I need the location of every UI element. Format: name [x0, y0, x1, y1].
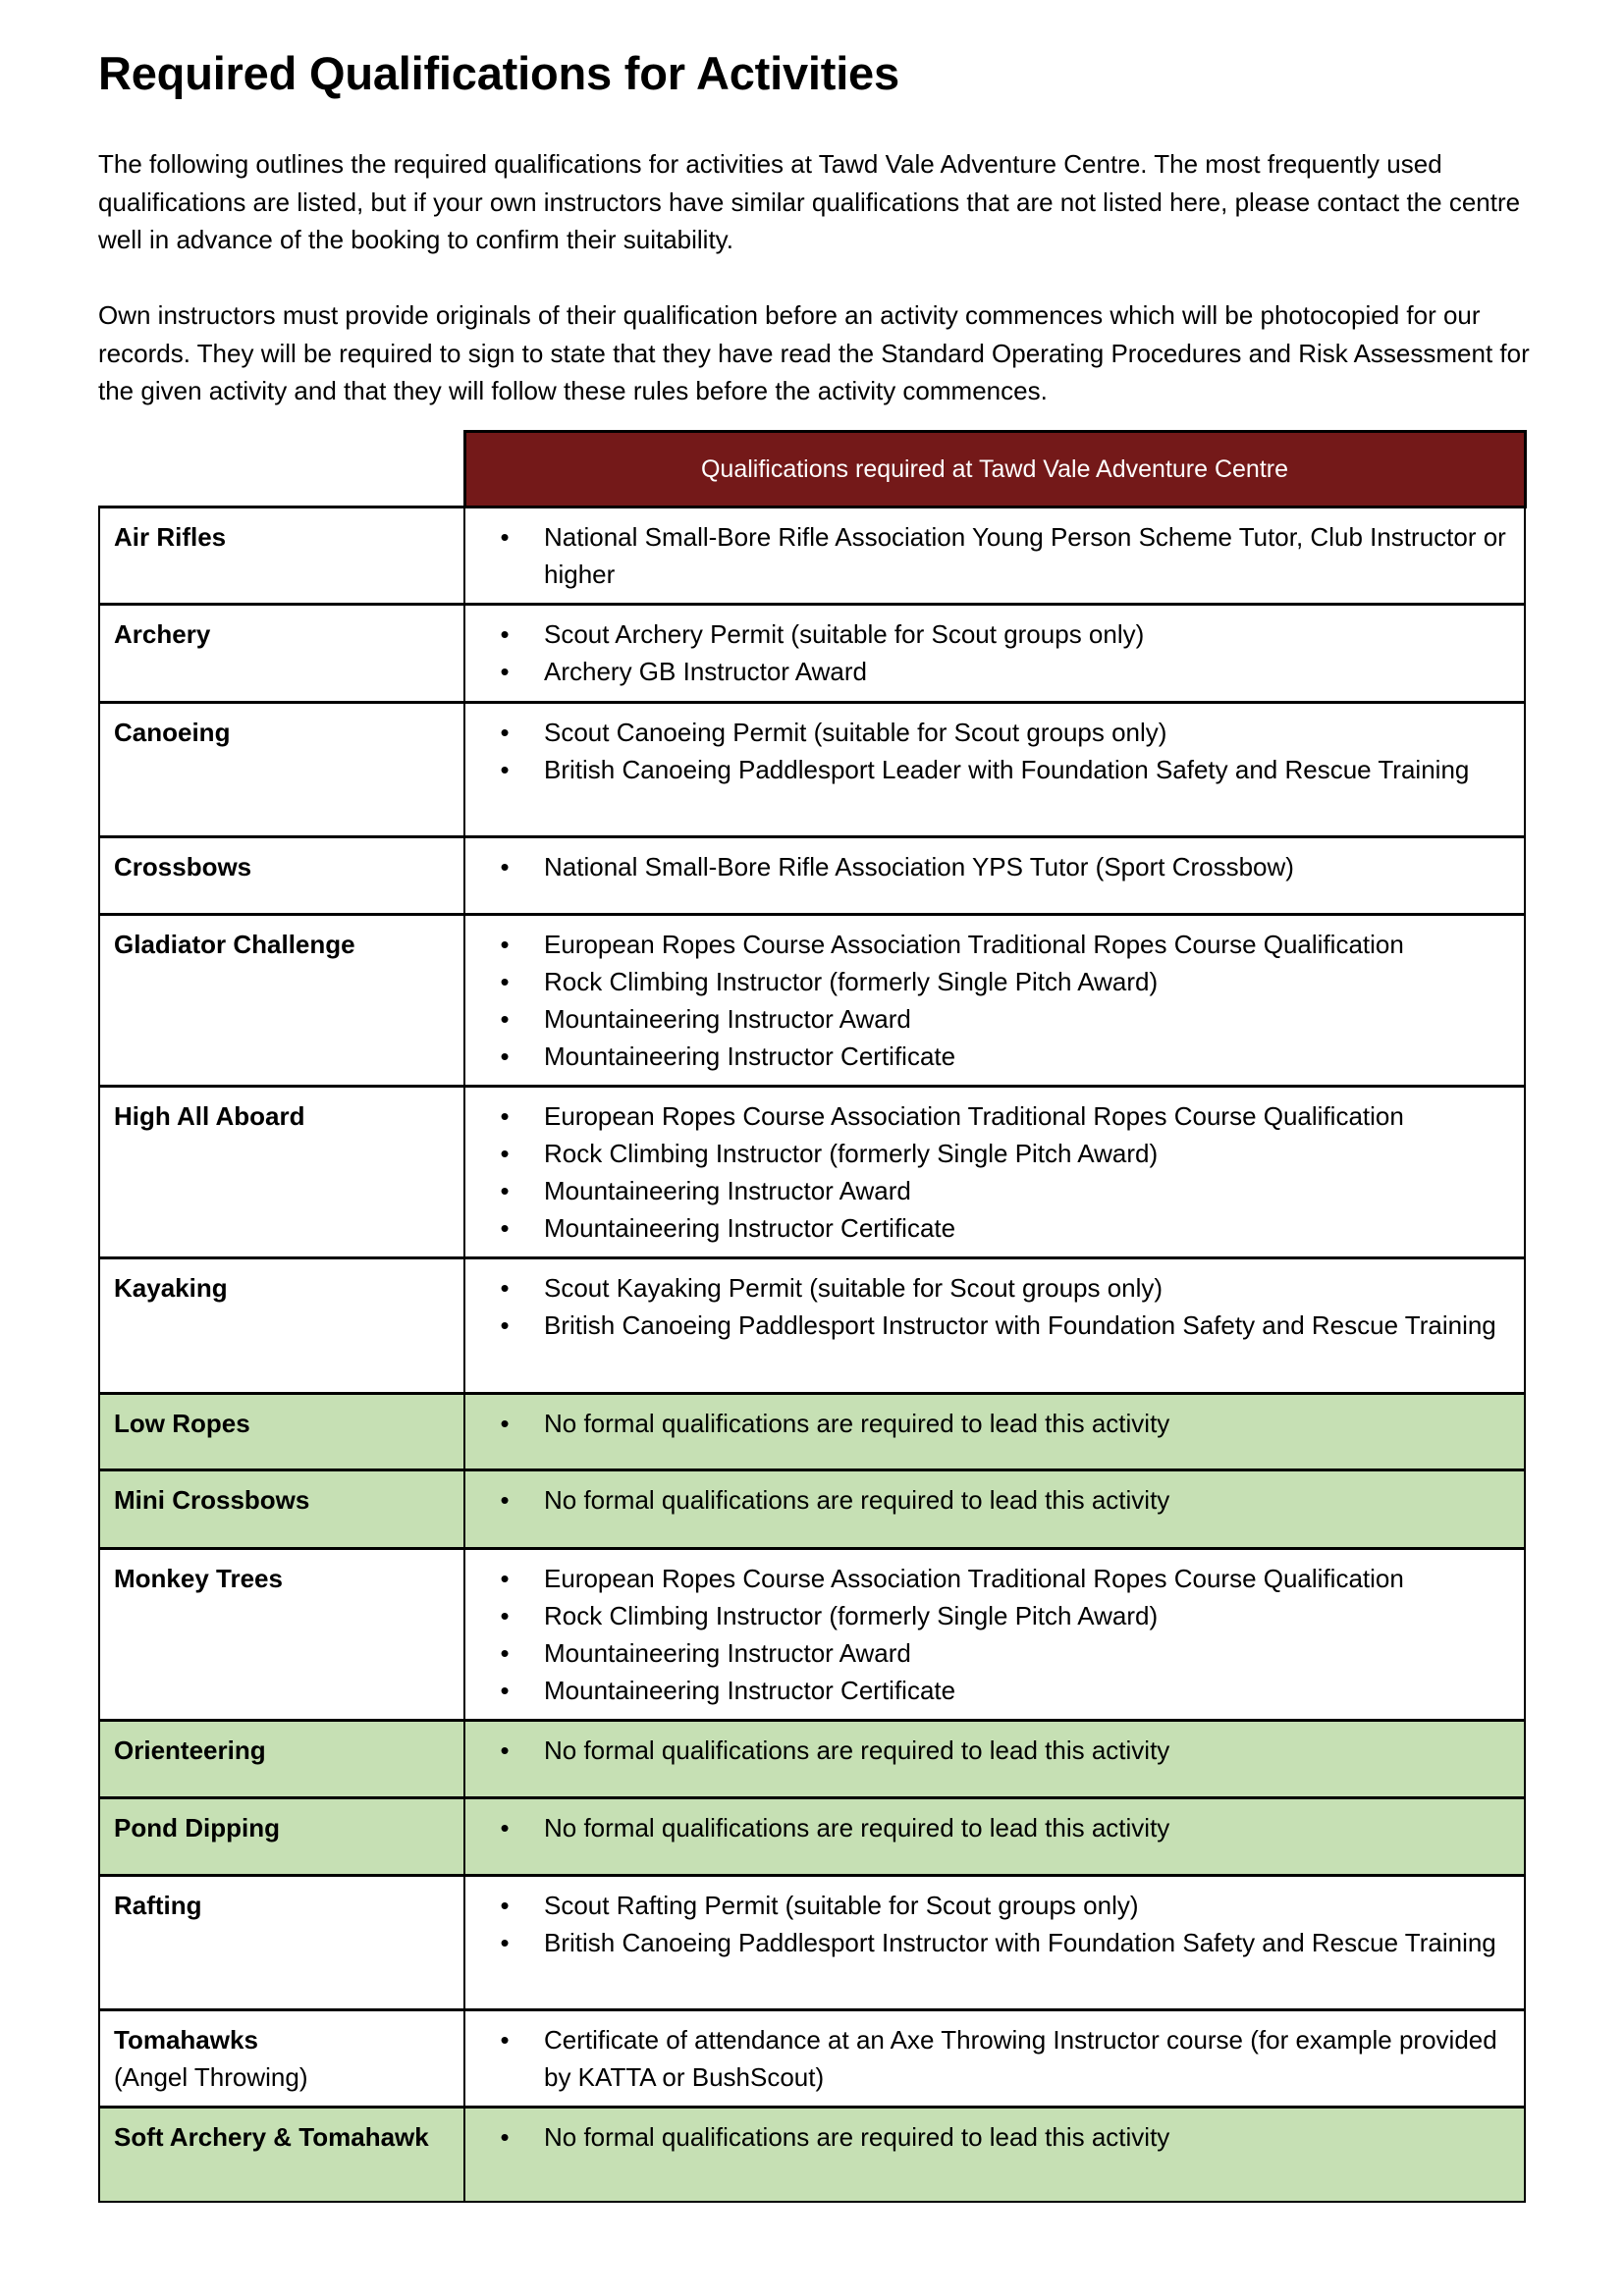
bullet-icon: •	[500, 1638, 510, 1668]
qualification-item	[465, 848, 1510, 885]
activity-name: Kayaking	[114, 1273, 228, 1303]
qualification-text: No formal qualifications are required to lead this activity	[544, 2122, 1170, 2152]
bullet-icon: •	[500, 755, 510, 784]
qualification-text: Mountaineering Instructor Certificate	[544, 1213, 956, 1243]
qualification-item	[465, 1172, 1510, 1209]
activity-name: Pond Dipping	[114, 1813, 280, 1842]
qualifications-cell	[464, 1876, 1525, 2010]
qualification-item	[465, 1634, 1510, 1672]
qualification-item	[465, 615, 1510, 653]
qualification-text: Archery GB Instructor Award	[544, 657, 867, 686]
qualifications-cell	[464, 1721, 1525, 1798]
qualifications-list	[465, 1560, 1510, 1709]
qualification-item	[465, 1732, 1510, 1769]
qualification-text: Rock Climbing Instructor (formerly Single Pitch Award)	[544, 1601, 1159, 1630]
qualifications-cell	[464, 1258, 1525, 1394]
activity-cell	[99, 605, 464, 703]
table-row	[99, 605, 1525, 703]
table-row	[99, 1721, 1525, 1798]
bullet-icon: •	[500, 930, 510, 959]
qualification-text: European Ropes Course Association Traditional Ropes Course Qualification	[544, 1564, 1404, 1593]
qualifications-list	[465, 1732, 1510, 1769]
bullet-icon: •	[500, 1928, 510, 1957]
activity-cell	[99, 1798, 464, 1876]
qualification-text: European Ropes Course Association Traditional Ropes Course Qualification	[544, 930, 1404, 959]
bullet-icon: •	[500, 1409, 510, 1438]
bullet-icon: •	[500, 2122, 510, 2152]
activity-cell	[99, 1258, 464, 1394]
qualification-text: National Small-Bore Rifle Association Young Person Scheme Tutor, Club Instructor or higher	[544, 522, 1506, 589]
bullet-icon: •	[500, 1735, 510, 1765]
activity-name: Mini Crossbows	[114, 1485, 310, 1515]
qualification-text: Mountaineering Instructor Certificate	[544, 1041, 956, 1071]
qualification-text: British Canoeing Paddlesport Instructor with Foundation Safety and Rescue Training	[544, 1928, 1496, 1957]
bullet-icon: •	[500, 1891, 510, 1920]
qualifications-cell	[464, 605, 1525, 703]
qualification-item	[465, 1269, 1510, 1307]
activity-name: Orienteering	[114, 1735, 266, 1765]
qualification-item	[465, 1887, 1510, 1924]
bullet-icon: •	[500, 852, 510, 881]
qualifications-cell	[464, 1087, 1525, 1258]
qualification-item	[465, 1405, 1510, 1442]
qualification-text: No formal qualifications are required to lead this activity	[544, 1813, 1170, 1842]
bullet-icon: •	[500, 967, 510, 996]
qualification-text: Mountaineering Instructor Certificate	[544, 1676, 956, 1705]
header-blank-cell	[99, 432, 464, 507]
qualification-item	[465, 653, 1510, 690]
activity-subtitle: (Angel Throwing)	[114, 2062, 308, 2092]
activity-name: High All Aboard	[114, 1101, 305, 1131]
qualification-item	[465, 1038, 1510, 1075]
table-row	[99, 1258, 1525, 1394]
bullet-icon: •	[500, 1813, 510, 1842]
activity-cell	[99, 507, 464, 605]
qualification-item	[465, 714, 1510, 751]
bullet-icon: •	[500, 522, 510, 552]
activity-name: Air Rifles	[114, 522, 227, 552]
activity-cell	[99, 837, 464, 915]
bullet-icon: •	[500, 1139, 510, 1168]
qualification-text: Mountaineering Instructor Award	[544, 1176, 911, 1205]
qualifications-cell	[464, 1394, 1525, 1470]
qualifications-cell	[464, 837, 1525, 915]
table-row	[99, 1798, 1525, 1876]
activity-name: Gladiator Challenge	[114, 930, 355, 959]
bullet-icon: •	[500, 2025, 510, 2055]
bullet-icon: •	[500, 1485, 510, 1515]
bullet-icon: •	[500, 657, 510, 686]
qualification-text: Scout Canoeing Permit (suitable for Scout groups only)	[544, 718, 1167, 747]
qualifications-list	[465, 1887, 1510, 1961]
qualification-item	[465, 518, 1510, 593]
table-row	[99, 507, 1525, 605]
activity-cell	[99, 703, 464, 837]
activity-cell	[99, 915, 464, 1087]
qualifications-list	[465, 1809, 1510, 1846]
qualifications-list	[465, 1405, 1510, 1442]
qualification-text: No formal qualifications are required to lead this activity	[544, 1409, 1170, 1438]
qualification-text: Mountaineering Instructor Award	[544, 1004, 911, 1034]
activity-cell	[99, 1087, 464, 1258]
qualification-item	[465, 1597, 1510, 1634]
bullet-icon: •	[500, 1004, 510, 1034]
qualification-item	[465, 1809, 1510, 1846]
bullet-icon: •	[500, 1176, 510, 1205]
qualification-item	[465, 1481, 1510, 1519]
table-row	[99, 703, 1525, 837]
qualifications-list	[465, 1269, 1510, 1344]
activity-cell	[99, 1470, 464, 1549]
qualification-item	[465, 1924, 1510, 1961]
qualifications-cell	[464, 2010, 1525, 2108]
activity-name: Rafting	[114, 1891, 202, 1920]
qualification-item	[465, 1307, 1510, 1344]
qualification-text: British Canoeing Paddlesport Leader with Foundation Safety and Rescue Training	[544, 755, 1470, 784]
qualifications-list	[465, 714, 1510, 788]
intro-paragraph: The following outlines the required qualifications for activities at Tawd Vale Adventure Centre. The most frequently used qualifications are listed, but if your own instructors have similar qualifications that are not listed here, please contact the centre well in advance of the booking to confirm their suitability.	[98, 149, 1521, 254]
bullet-icon: •	[500, 718, 510, 747]
qualification-text: British Canoeing Paddlesport Instructor with Foundation Safety and Rescue Training	[544, 1310, 1496, 1340]
qualifications-list	[465, 1481, 1510, 1519]
bullet-icon: •	[500, 1676, 510, 1705]
activity-cell	[99, 1394, 464, 1470]
qualification-text: Scout Kayaking Permit (suitable for Scout groups only)	[544, 1273, 1164, 1303]
qualifications-column-header: Qualifications required at Tawd Vale Adventure Centre	[464, 432, 1525, 507]
qualifications-list	[465, 926, 1510, 1075]
qualification-item	[465, 1000, 1510, 1038]
bullet-icon: •	[500, 619, 510, 649]
table-row	[99, 1394, 1525, 1470]
qualification-item	[465, 963, 1510, 1000]
bullet-icon: •	[500, 1273, 510, 1303]
table-row	[99, 1087, 1525, 1258]
activity-name: Low Ropes	[114, 1409, 250, 1438]
table-row	[99, 1876, 1525, 2010]
qualification-item	[465, 1672, 1510, 1709]
qualification-item	[465, 2021, 1510, 2096]
bullet-icon: •	[500, 1101, 510, 1131]
qualifications-cell	[464, 1470, 1525, 1549]
instructor-requirements-paragraph: Own instructors must provide originals of their qualification before an activity commences which will be photocopied for our records. They will be required to sign to state that they have read the Standard Operating Procedures and Risk Assessment for the given activity and that they will follow these rules before the activity commences.	[98, 300, 1530, 405]
qualification-item	[465, 1209, 1510, 1247]
qualification-text: European Ropes Course Association Traditional Ropes Course Qualification	[544, 1101, 1404, 1131]
qualifications-cell	[464, 507, 1525, 605]
table-row	[99, 1549, 1525, 1721]
bullet-icon: •	[500, 1601, 510, 1630]
qualification-text: Mountaineering Instructor Award	[544, 1638, 911, 1668]
table-row	[99, 837, 1525, 915]
activity-name: Canoeing	[114, 718, 231, 747]
qualifications-list	[465, 1097, 1510, 1247]
table-row	[99, 2108, 1525, 2202]
activity-cell	[99, 1876, 464, 2010]
bullet-icon: •	[500, 1213, 510, 1243]
qualification-text: Certificate of attendance at an Axe Throwing Instructor course (for example provided by KATTA or BushScout)	[544, 2025, 1497, 2092]
activity-cell	[99, 1721, 464, 1798]
page-title: Required Qualifications for Activities	[98, 47, 899, 99]
qualification-item	[465, 1560, 1510, 1597]
activity-cell	[99, 2108, 464, 2202]
qualification-item	[465, 751, 1510, 788]
qualifications-list	[465, 2021, 1510, 2096]
bullet-icon: •	[500, 1041, 510, 1071]
qualifications-list	[465, 518, 1510, 593]
table-row	[99, 2010, 1525, 2108]
table-body	[99, 507, 1525, 2202]
qualification-text: No formal qualifications are required to lead this activity	[544, 1485, 1170, 1515]
qualification-item	[465, 1135, 1510, 1172]
qualifications-cell	[464, 703, 1525, 837]
qualification-item	[465, 926, 1510, 963]
qualifications-list	[465, 615, 1510, 690]
activity-name: Archery	[114, 619, 211, 649]
qualifications-cell	[464, 1798, 1525, 1876]
activity-cell	[99, 2010, 464, 2108]
activity-name: Monkey Trees	[114, 1564, 283, 1593]
qualification-item	[465, 1097, 1510, 1135]
qualifications-cell	[464, 2108, 1525, 2202]
qualification-text: National Small-Bore Rifle Association YPS Tutor (Sport Crossbow)	[544, 852, 1294, 881]
activity-cell	[99, 1549, 464, 1721]
qualifications-table	[98, 430, 1527, 2203]
qualification-text: Scout Archery Permit (suitable for Scout groups only)	[544, 619, 1145, 649]
qualifications-list	[465, 2118, 1510, 2156]
qualification-text: Rock Climbing Instructor (formerly Single Pitch Award)	[544, 1139, 1159, 1168]
table-row	[99, 1470, 1525, 1549]
table-row	[99, 915, 1525, 1087]
qualifications-list	[465, 848, 1510, 885]
qualification-text: Rock Climbing Instructor (formerly Single Pitch Award)	[544, 967, 1159, 996]
activity-name: Crossbows	[114, 852, 252, 881]
qualification-text: No formal qualifications are required to lead this activity	[544, 1735, 1170, 1765]
qualifications-cell	[464, 915, 1525, 1087]
qualifications-cell	[464, 1549, 1525, 1721]
activity-name: Soft Archery & Tomahawk	[114, 2122, 429, 2152]
bullet-icon: •	[500, 1310, 510, 1340]
activity-name: Tomahawks	[114, 2025, 258, 2055]
bullet-icon: •	[500, 1564, 510, 1593]
qualification-item	[465, 2118, 1510, 2156]
qualification-text: Scout Rafting Permit (suitable for Scout groups only)	[544, 1891, 1139, 1920]
table-header-row	[99, 432, 1525, 507]
